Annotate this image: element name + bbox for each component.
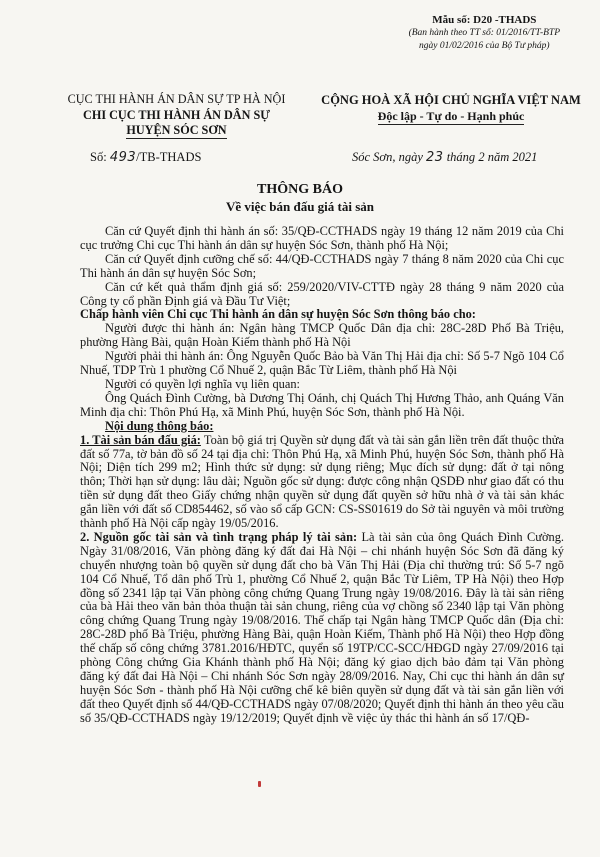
national-motto-2-text: Độc lập - Tự do - Hạnh phúc: [377, 109, 525, 123]
agency-line-3-text: HUYỆN SÓC SƠN: [126, 123, 227, 137]
form-code-block: [409, 14, 560, 53]
document-date: [352, 150, 537, 165]
document-subtitle: Về việc bán đấu giá tài sản: [225, 199, 375, 214]
paragraph-11: [80, 531, 564, 726]
national-header: [310, 92, 592, 124]
paragraph-10: [80, 434, 564, 531]
date-place: Sóc Sơn, ngày: [352, 150, 423, 164]
paragraph-8: Ông Quách Đình Cường, bà Dương Thị Oánh, chị Quách Thị Hương Thảo, anh Quáng Văn Minh địa chỉ: Thôn Phú Hạ, xã Minh Phú, huyện Sóc Sơn, thành phố Hà Nội.: [80, 390, 564, 419]
date-month-label: tháng: [446, 150, 476, 164]
paragraph-10-heading: 1. Tài sản bán đấu giá:: [80, 432, 201, 447]
date-day: 23: [426, 150, 444, 165]
paragraph-10-body: Toàn bộ giá trị Quyền sử dụng đất và tài sản gắn liền trên đất thuộc thửa đất số 77a, tờ bản đồ số 24 tại địa chỉ: Thôn Phú Hạ, xã Minh Phú, huyện Sóc Sơn, thành phố Hà Nội; Diện tích 299 m2; Hình thức sử dụng: sử dụng riêng; Mục đích sử dụng: đất ở tại nông thôn; Thời hạn sử dụng: lâu dài; Nguồn gốc sử dụng: được công nhận QSDĐ như giao đất có thu tiền sử dụng đất theo Giấy chứng nhận quyền sử dụng đất quyền sở hữu nhà ở và tài sản khác gắn liền với đất số CD854462, số vào sổ cấp GCN: CS-SS01619 do Sở tài nguyên và môi trường thành phố Hà Nội cấp ngày 19/05/2016.: [80, 432, 564, 531]
paragraph-3: Căn cứ kết quả thẩm định giá số: 259/2020/VIV-CTTĐ ngày 28 tháng 9 năm 2020 của Công ty cổ phần Định giá và Đầu Tư Việt;: [80, 279, 564, 308]
document-number: [90, 150, 201, 165]
document-body: [80, 225, 564, 726]
agency-line-1: CỤC THI HÀNH ÁN DÂN SỰ TP HÀ NỘI: [67, 92, 286, 106]
agency-header: [44, 92, 309, 139]
paragraph-6: Người phải thi hành án: Ông Nguyễn Quốc Bảo bà Văn Thị Hải địa chỉ: Số 5-7 Ngõ 104 Cổ Nhuế, TDP Trù 1 phường Cổ Nhuế 2, quận Bắc Từ Liêm, thành phố Hà Nội: [80, 349, 564, 378]
number-handwritten: 493: [109, 150, 137, 165]
paragraph-9-text: Nội dung thông báo:: [105, 418, 214, 433]
form-code-label: Mẫu số: D20 -THADS: [432, 14, 537, 26]
form-code-note-1: (Ban hành theo TT số: 01/2016/TT-BTP: [408, 28, 560, 38]
paragraph-1: Căn cứ Quyết định thi hành án số: 35/QĐ-CCTHADS ngày 19 tháng 12 năm 2019 của Chi cục trưởng Chi cục Thi hành án dân sự huyện Sóc Sơn, thành phố Hà Nội;: [80, 224, 564, 252]
agency-line-3: [44, 123, 309, 139]
date-month: 2: [478, 150, 485, 164]
paragraph-9: [80, 420, 564, 434]
document-title: THÔNG BÁO: [257, 182, 343, 197]
paragraph-2: Căn cứ Quyết định cưỡng chế số: 44/QĐ-CCTHADS ngày 7 tháng 8 năm 2020 của Chi cục Thi hành án dân sự huyện Sóc Sơn;: [80, 251, 564, 280]
form-code-note-2: ngày 01/02/2016 của Bộ Tư pháp): [419, 41, 550, 51]
paragraph-4: Chấp hành viên Chi cục Thi hành án dân sự huyện Sóc Sơn thông báo cho:: [80, 307, 476, 322]
paragraph-11-body: Là tài sản của ông Quách Đình Cường. Ngày 31/08/2016, Văn phòng đăng ký đất đai Hà Nội – chi nhánh huyện Sóc Sơn đã đăng ký chuyển nhượng toàn bộ quyền sử dụng đất cho bà Văn Thị Hải (Địa chỉ thường trú: Số 5-7 ngõ 104 Cổ Nhuế, Tổ dân phố Trù 1, phường Cổ Nhuế 2, quận Bắc Từ Liêm, TP Hà Nội) theo Hợp đồng số 2341 lập tại Văn phòng công chứng Quang Trung ngày 19/08/2016. Đây là tài sản riêng của bà Hải theo văn bản thỏa thuận tài sản chung, riêng của vợ chồng số 2340 lập tại Văn phòng công chứng Quang Trung ngày 19/08/2016. Thế chấp tại Ngân hàng TMCP Quốc dân (Địa chỉ: 28C-28D phố Bà Triệu, phường Hàng Bài, quận Hoàn Kiếm, Thành phố Hà Nội) theo Hợp đồng thế chấp số công chứng 3781.2016/HĐTC, quyển số 19TP/CC-SCC/HĐGD ngày 27/09/2016 tại phòng Công chứng Gia Khánh thành phố Hà Nội; đăng ký giao dịch bảo đảm tại Văn phòng đăng ký đất đai Hà Nội – Chi nhánh Sóc Sơn ngày 28/09/2016. Nay, Chi cục thi hành án dân sự huyện Sóc Sơn - thành phố Hà Nội cưỡng chế kê biên quyền sử dụng đất và tài sản gắn liền với đất theo Quyết định số 44/QĐ-CCTHADS ngày 07/08/2020; Quyết định thi hành án theo yêu cầu số 35/QĐ-CCTHADS ngày 19/12/2019; Quyết định về việc ủy thác thi hành án số 17/QĐ-: [80, 529, 565, 725]
paragraph-11-heading: 2. Nguồn gốc tài sản và tình trạng pháp lý tài sản:: [80, 529, 358, 544]
paragraph-5: Người được thi hành án: Ngân hàng TMCP Quốc Dân địa chỉ: 28C-28D Phố Bà Triệu, phường Hàng Bài, quận Hoàn Kiếm thành phố Hà Nội: [80, 321, 564, 350]
red-pen-mark: [258, 781, 261, 787]
date-year: năm 2021: [487, 150, 538, 164]
paragraph-7: Người có quyền lợi nghĩa vụ liên quan:: [105, 376, 300, 391]
national-motto-2: [310, 108, 592, 124]
number-suffix: /TB-THADS: [136, 150, 202, 164]
agency-line-2: CHI CỤC THI HÀNH ÁN DÂN SỰ: [83, 107, 270, 122]
national-motto-1: CỘNG HOÀ XÃ HỘI CHỦ NGHĨA VIỆT NAM: [321, 93, 581, 107]
number-prefix: Số:: [90, 150, 107, 164]
